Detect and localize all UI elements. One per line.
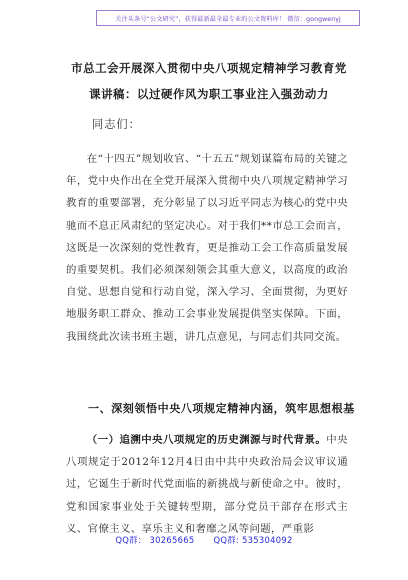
- paragraph-subsection-1: [66, 429, 348, 540]
- promo-banner-text: 关注头条号“公文研究”，获得最新最全最专业的公文资料库！ 微信：gongwenyj: [115, 15, 341, 23]
- document-title: 市总工会开展深入贯彻中央八项规定精神学习教育党课讲稿：以过硬作风为职工事业注入强劲动力: [71, 61, 347, 101]
- section-heading-1: 一、深刻领悟中央八项规定精神内涵，筑牢思想根基: [88, 402, 355, 415]
- greeting: 同志们：: [92, 118, 141, 131]
- footer-qq-group-1: QQ群： 30265665: [115, 535, 195, 545]
- promo-banner: [96, 10, 360, 26]
- subsection-body: 中央八项规定于2012年12月4日由中共中央政治局会议审议通过，它诞生于新时代党面临的新挑战与新使命之中。彼时，党和国家事业处于关键转型期，部分党员干部存在形式主义、官僚主义、享乐主义和奢靡之风等问题，严重影: [66, 434, 348, 535]
- subsection-heading: （一）追溯中央八项规定的历史渊源与时代背景。: [86, 434, 327, 446]
- footer-qq-groups: [0, 534, 408, 546]
- paragraph-intro: 在“十四五”规划收官、“十五五”规划谋篇布局的关键之年，党中央作出在全党开展深入贯彻中央八项规定精神学习教育的重要部署，充分彰显了以习近平同志为核心的党中央驰而不息正风肃纪的坚定决心。对于我们**市总工会而言，这既是一次深刻的党性教育，更是推动工会工作高质量发展的重要契机。我们必须深刻领会其重大意义，以高度的政治自觉、思想自觉和行动自觉，深入学习、全面贯彻，为更好地服务职工群众、推动工会事业发展提供坚实保障。下面，我围绕此次读书班主题，讲几点意见，与同志们共同交流。: [66, 153, 348, 343]
- footer-qq-group-2: QQ群: 535304092: [213, 535, 293, 545]
